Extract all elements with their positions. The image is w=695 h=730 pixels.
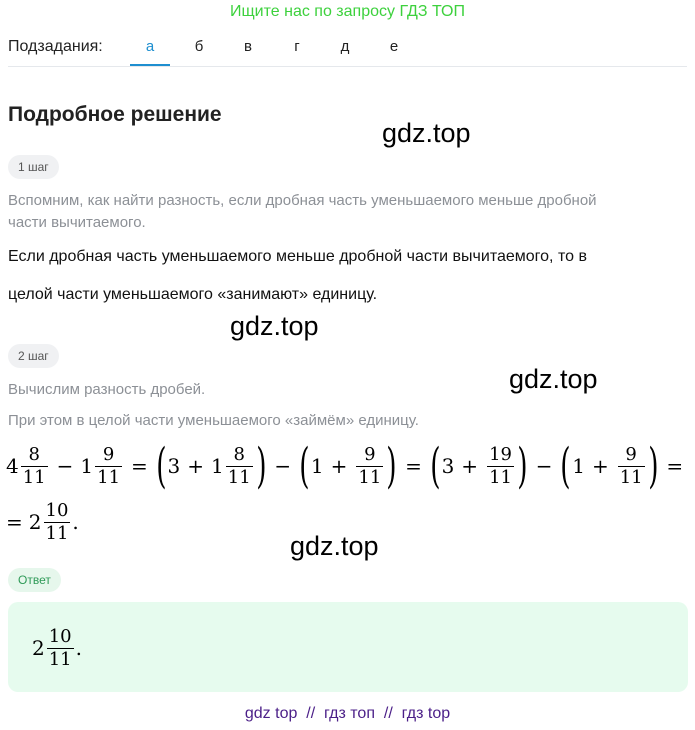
tab-g[interactable]: г bbox=[294, 38, 300, 55]
math-fraction bbox=[21, 444, 48, 489]
watermark: gdz.top bbox=[230, 311, 319, 341]
math-fraction bbox=[226, 444, 253, 489]
answer-value bbox=[32, 622, 82, 674]
left-paren: ( bbox=[560, 438, 571, 494]
step-badge: 2 шаг bbox=[8, 344, 59, 368]
math-fraction bbox=[618, 444, 645, 489]
watermark: gdz.top bbox=[509, 364, 598, 394]
math-result bbox=[6, 496, 79, 548]
denominator: 11 bbox=[619, 466, 643, 488]
math-operator: = bbox=[666, 454, 684, 478]
math-fraction bbox=[487, 444, 514, 489]
left-paren: ( bbox=[430, 438, 441, 494]
numerator: 8 bbox=[28, 443, 40, 465]
math-fraction bbox=[356, 444, 383, 489]
right-paren: ) bbox=[647, 438, 659, 494]
denominator: 11 bbox=[358, 466, 382, 488]
watermark: gdz.top bbox=[290, 531, 379, 561]
promo-banner[interactable]: Ищите нас по запросу ГДЗ ТОП bbox=[230, 3, 465, 20]
math-fraction bbox=[95, 444, 122, 489]
step-badge: 1 шаг bbox=[8, 155, 59, 179]
denominator: 11 bbox=[97, 466, 121, 488]
math-period: . bbox=[72, 510, 79, 534]
denominator: 11 bbox=[45, 522, 69, 544]
left-paren: ( bbox=[156, 438, 167, 494]
denominator: 11 bbox=[22, 466, 46, 488]
math-period: . bbox=[75, 636, 82, 660]
watermark: gdz.top bbox=[382, 118, 471, 148]
tab-d[interactable]: д bbox=[340, 38, 350, 55]
math-operator: = bbox=[6, 510, 23, 534]
math-fraction bbox=[44, 500, 71, 545]
math-whole: 3 bbox=[441, 454, 455, 478]
rule-text: Если дробная часть уменьшаемого меньше дробной части вычитаемого, то в bbox=[8, 248, 587, 265]
numerator: 9 bbox=[102, 443, 115, 465]
numerator: 19 bbox=[489, 443, 512, 465]
numerator: 8 bbox=[233, 443, 245, 465]
math-fraction bbox=[47, 626, 74, 671]
math-operator: = bbox=[131, 454, 148, 478]
step-hint: Вспомним, как найти разность, если дробная часть уменьшаемого меньше дробной bbox=[8, 192, 597, 209]
math-operator: − bbox=[56, 454, 74, 478]
denominator: 11 bbox=[489, 466, 512, 488]
answer-badge: Ответ bbox=[8, 568, 61, 592]
numerator: 10 bbox=[45, 499, 69, 521]
right-paren: ) bbox=[255, 438, 267, 494]
rule-text: целой части уменьшаемого «занимают» единицу. bbox=[8, 286, 378, 303]
answer-box bbox=[8, 602, 688, 692]
math-whole: 1 bbox=[211, 454, 224, 478]
tab-b[interactable]: б bbox=[194, 38, 204, 55]
math-whole: 4 bbox=[6, 454, 19, 478]
step-hint: При этом в целой части уменьшаемого «займём» единицу. bbox=[8, 412, 419, 429]
subtasks-label: Подзадания: bbox=[8, 38, 103, 55]
math-operator: + bbox=[187, 454, 205, 478]
math-whole: 2 bbox=[28, 510, 42, 534]
math-whole: 1 bbox=[80, 454, 94, 478]
tab-a[interactable]: а bbox=[130, 38, 170, 66]
left-paren: ( bbox=[299, 438, 310, 494]
subtasks-bar bbox=[8, 36, 687, 67]
math-operator: = bbox=[405, 454, 422, 478]
right-paren: ) bbox=[386, 438, 397, 494]
math-operator: − bbox=[535, 454, 553, 478]
solution-heading: Подробное решение bbox=[8, 103, 222, 126]
denominator: 11 bbox=[48, 648, 72, 670]
math-operator: − bbox=[274, 454, 292, 478]
footer-links[interactable]: gdz top // гдз топ // гдз top bbox=[244, 705, 451, 722]
math-operator: + bbox=[591, 454, 609, 478]
right-paren: ) bbox=[517, 438, 528, 494]
numerator: 10 bbox=[48, 625, 72, 647]
math-whole: 2 bbox=[32, 636, 45, 660]
math-whole: 1 bbox=[572, 454, 585, 478]
step-hint: Вычислим разность дробей. bbox=[8, 381, 206, 398]
step-hint: части вычитаемого. bbox=[8, 214, 146, 231]
math-operator: + bbox=[461, 454, 479, 478]
math-whole: 1 bbox=[310, 454, 324, 478]
math-operator: + bbox=[330, 454, 348, 478]
numerator: 9 bbox=[625, 443, 637, 465]
numerator: 9 bbox=[364, 443, 376, 465]
tab-e[interactable]: е bbox=[389, 38, 399, 55]
math-expression bbox=[6, 438, 690, 494]
math-whole: 3 bbox=[167, 454, 181, 478]
denominator: 11 bbox=[227, 466, 251, 488]
tab-v[interactable]: в bbox=[244, 38, 252, 55]
